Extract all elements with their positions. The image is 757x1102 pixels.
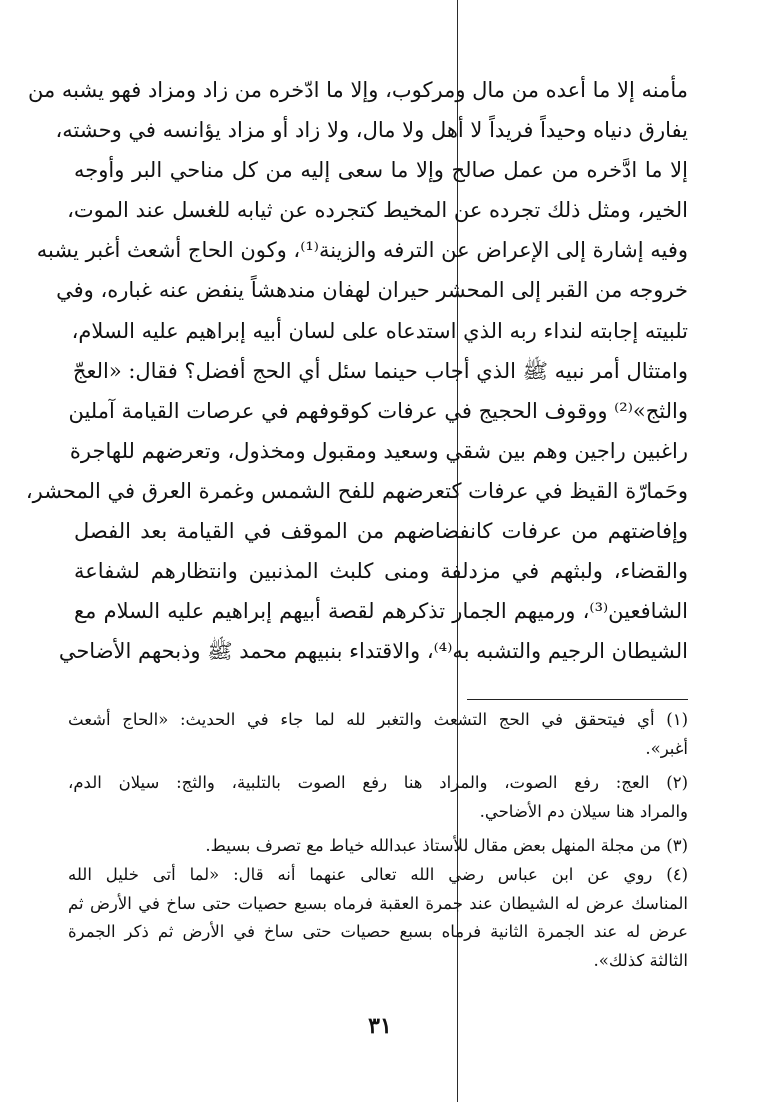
footnote-1 xyxy=(68,706,688,763)
footnote-4 xyxy=(68,861,688,975)
body-line: خروجه من القبر إلى المحشر حيران لهفان مندهشاً ينفض عنه غباره، وفي xyxy=(56,278,688,303)
body-line: مأمنه إلا ما أعده من مال ومركوب، وإلا ما ادّخره من زاد ومزاد فهو يشبه من xyxy=(27,78,688,102)
footnote-3 xyxy=(68,832,688,861)
footnote-line: (١) أي فيتحقق في الحج التشعث والتغبر لله لما جاء في الحديث: «الحاج أشعث xyxy=(68,710,688,729)
footnote-line: (٢) العج: رفع الصوت، والمراد هنا رفع الصوت بالتلبية، والثج: سيلان الدم، xyxy=(68,773,688,793)
body-line: وإفاضتهم من عرفات كانفضاضهم من الموقف في القيامة بعد الفصل xyxy=(74,519,688,544)
body-line: إلا ما ادَّخره من عمل صالح وإلا ما سعى إليه من كل مناحي البر وأوجه xyxy=(74,158,688,183)
footnote-line: (٤) روي عن ابن عباس رضي الله تعالى عنهما أنه قال: «لما أتى خليل الله xyxy=(68,864,688,884)
body-line: الشافعين⁽³⁾، ورميهم الجمار تذكرهم لقصة أبيهم إبراهيم عليه السلام مع xyxy=(74,599,688,624)
body-line: والثج»⁽²⁾ ووقوف الحجيج في عرفات كوقوفهم في عرصات القيامة آملين xyxy=(68,398,688,423)
footnote-line: (٣) من مجلة المنهل بعض مقال للأستاذ عبدالله خياط مع تصرف بسيط. xyxy=(205,836,688,856)
body-line: والقضاء، ولبثهم في مزدلفة ومنى كلبث المذنبين وانتظارهم لشفاعة xyxy=(74,559,688,584)
body-line: الخير، ومثل ذلك تجرده عن المخيط كتجرده عن ثيابه للغسل عند الموت، xyxy=(67,198,688,223)
footnote-line: عرض له عند الجمرة الثانية فرماه بسبع حصيات حتى ساخ في الأرض ثم ذكر الجمرة xyxy=(68,922,688,942)
body-line: الشيطان الرجيم والتشبه به⁽⁴⁾، والاقتداء بنبيهم محمد ﷺ وذبحهم الأضاحي xyxy=(58,639,688,664)
page-number: ٣١ xyxy=(368,1013,392,1039)
footnotes xyxy=(68,706,688,975)
body-line: وامتثال أمر نبيه ﷺ الذي أجاب حينما سئل أي الحج أفضل؟ فقال: «العجّ xyxy=(72,358,688,383)
footnote-line: والمراد هنا سيلان دم الأضاحي. xyxy=(479,801,688,821)
body-line: وحَمارّة القيظ في عرفات كتعرضهم للفح الشمس وغمرة العرق في المحشر، xyxy=(25,478,688,503)
main-text xyxy=(25,70,688,671)
body-line: تلبيته إجابته لنداء ربه الذي استدعاه على لسان أبيه إبراهيم عليه السلام، xyxy=(71,318,688,343)
footnote-2 xyxy=(68,769,688,826)
body-line: يفارق دنياه وحيداً فريداً لا أهل ولا مال، ولا زاد أو مزاد يؤانسه في وحشته، xyxy=(55,118,688,143)
footnote-line: الثالثة كذلك». xyxy=(593,950,688,970)
body-line: راغبين راجين وهم بين شقي وسعيد ومقبول ومخذول، وتعرضهم للهاجرة xyxy=(69,438,688,463)
body-line: وفيه إشارة إلى الإعراض عن الترفه والزينة⁽¹⁾، وكون الحاج أشعث أغبر يشبه xyxy=(36,238,688,263)
footnote-line: المناسك عرض له الشيطان عند جمرة العقبة فرماه بسبع حصيات حتى ساخ في الأرض ثم xyxy=(68,893,688,913)
footnote-line: أغبر». xyxy=(645,738,688,758)
footnote-separator xyxy=(467,699,688,700)
